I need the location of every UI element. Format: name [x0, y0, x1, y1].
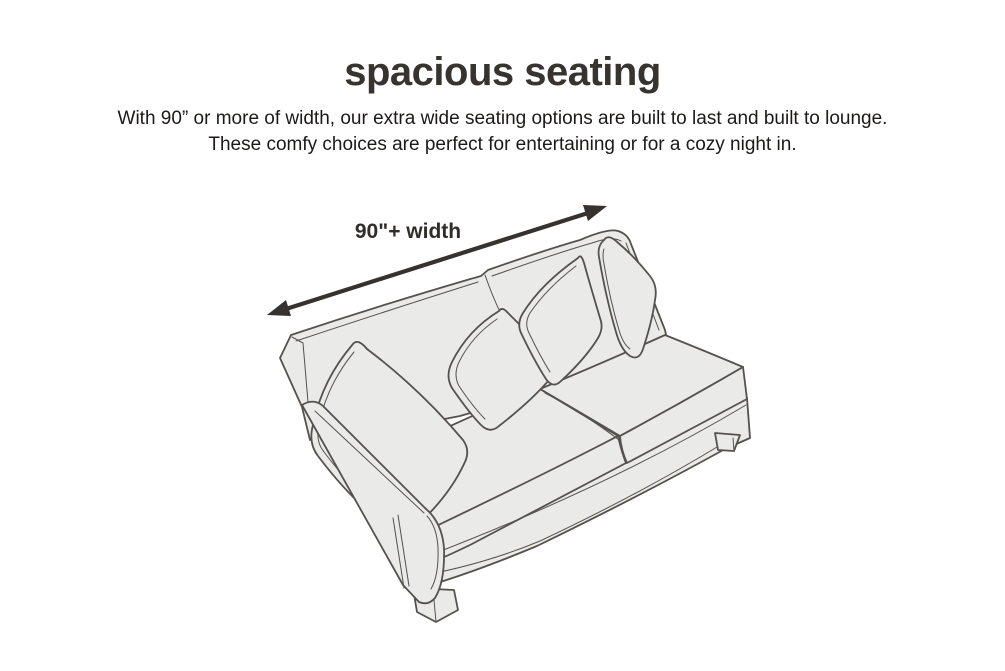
description-line-2: These comfy choices are perfect for entertaining or for a cozy night in. — [208, 134, 797, 155]
page-title: spacious seating — [344, 50, 661, 94]
dimension-arrow-left-head — [267, 300, 291, 316]
description-line-1: With 90” or more of width, our extra wide seating options are built to last and built to lounge. — [117, 108, 888, 129]
dimension-arrow-right-head — [583, 205, 607, 221]
dimension-label: 90"+ width — [354, 220, 462, 243]
sofa-right-foot — [715, 433, 740, 451]
